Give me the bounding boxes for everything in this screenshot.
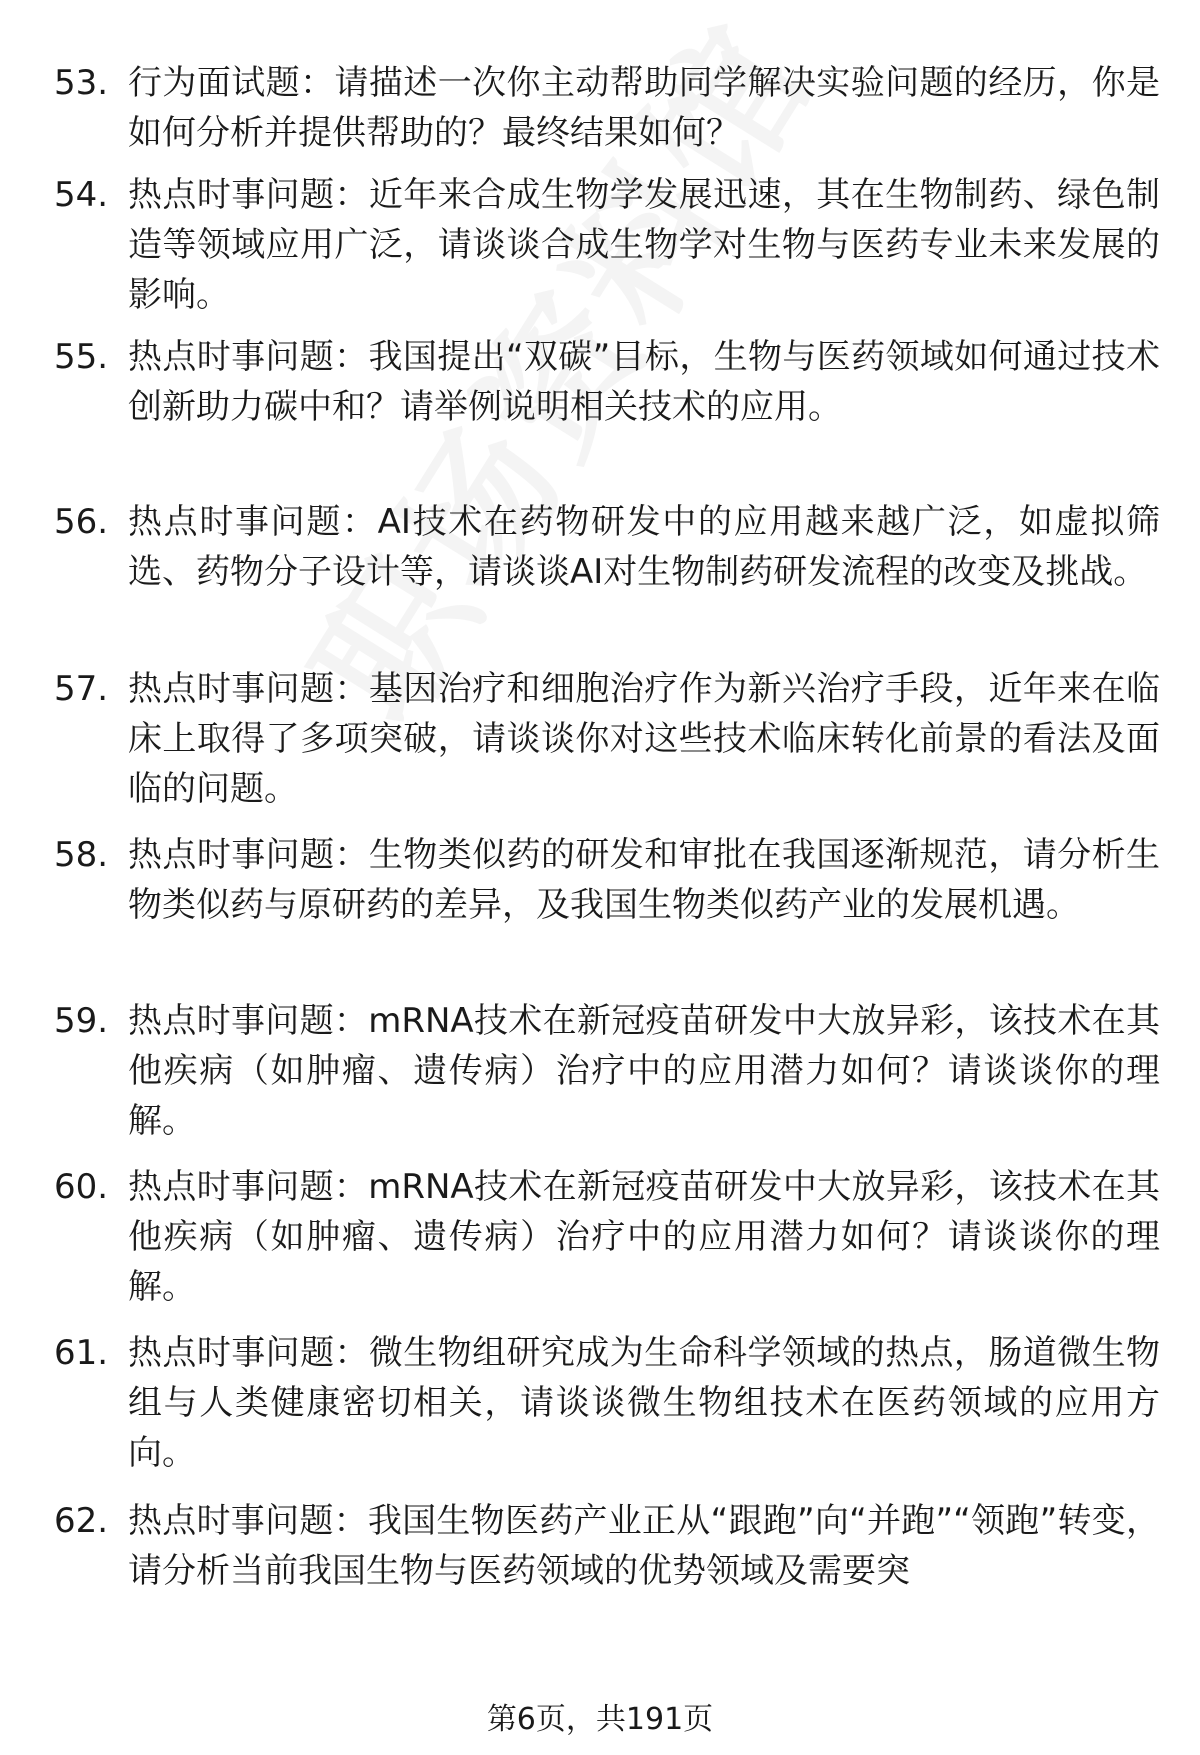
page-number-footer: 第6页，共191页 [486,1702,714,1737]
question-text: 热点时事问题：mRNA技术在新冠疫苗研发中大放异彩，该技术在其他疾病（如肿瘤、遗传病）治疗中的应用潜力如何？请谈谈你的理解。 [128,1001,1160,1141]
question-number: 60. [54,1167,109,1207]
question-text: 热点时事问题：我国生物医药产业正从“跟跑”向“并跑”“领跑”转变，请分析当前我国生物与医药领域的优势领域及需要突 [128,1501,1160,1591]
question-text: 热点时事问题：我国提出“双碳”目标，生物与医药领域如何通过技术创新助力碳中和？请举例说明相关技术的应用。 [128,337,1160,427]
question-text: 热点时事问题：mRNA技术在新冠疫苗研发中大放异彩，该技术在其他疾病（如肿瘤、遗传病）治疗中的应用潜力如何？请谈谈你的理解。 [128,1167,1160,1307]
question-text: 热点时事问题：AI技术在药物研发中的应用越来越广泛，如虚拟筛选、药物分子设计等，请谈谈AI对生物制药研发流程的改变及挑战。 [128,502,1160,592]
question-number: 53. [54,63,109,103]
question-number: 54. [54,175,109,215]
question-number: 59. [54,1001,109,1041]
question-number: 58. [54,835,109,875]
question-number: 56. [54,502,109,542]
question-text: 热点时事问题：生物类似药的研发和审批在我国逐渐规范，请分析生物类似药与原研药的差异，及我国生物类似药产业的发展机遇。 [128,835,1160,925]
question-number: 62. [54,1501,109,1541]
question-text: 热点时事问题：基因治疗和细胞治疗作为新兴治疗手段，近年来在临床上取得了多项突破，请谈谈你对这些技术临床转化前景的看法及面临的问题。 [128,669,1160,809]
question-number: 55. [54,337,109,377]
question-text: 热点时事问题：微生物组研究成为生命科学领域的热点，肠道微生物组与人类健康密切相关，请谈谈微生物组技术在医药领域的应用方向。 [128,1333,1160,1473]
question-number: 61. [54,1333,109,1373]
question-text: 热点时事问题：近年来合成生物学发展迅速，其在生物制药、绿色制造等领域应用广泛，请谈谈合成生物学对生物与医药专业未来发展的影响。 [128,175,1160,315]
question-text: 行为面试题：请描述一次你主动帮助同学解决实验问题的经历，你是如何分析并提供帮助的？最终结果如何？ [128,63,1160,153]
question-number: 57. [54,669,109,709]
